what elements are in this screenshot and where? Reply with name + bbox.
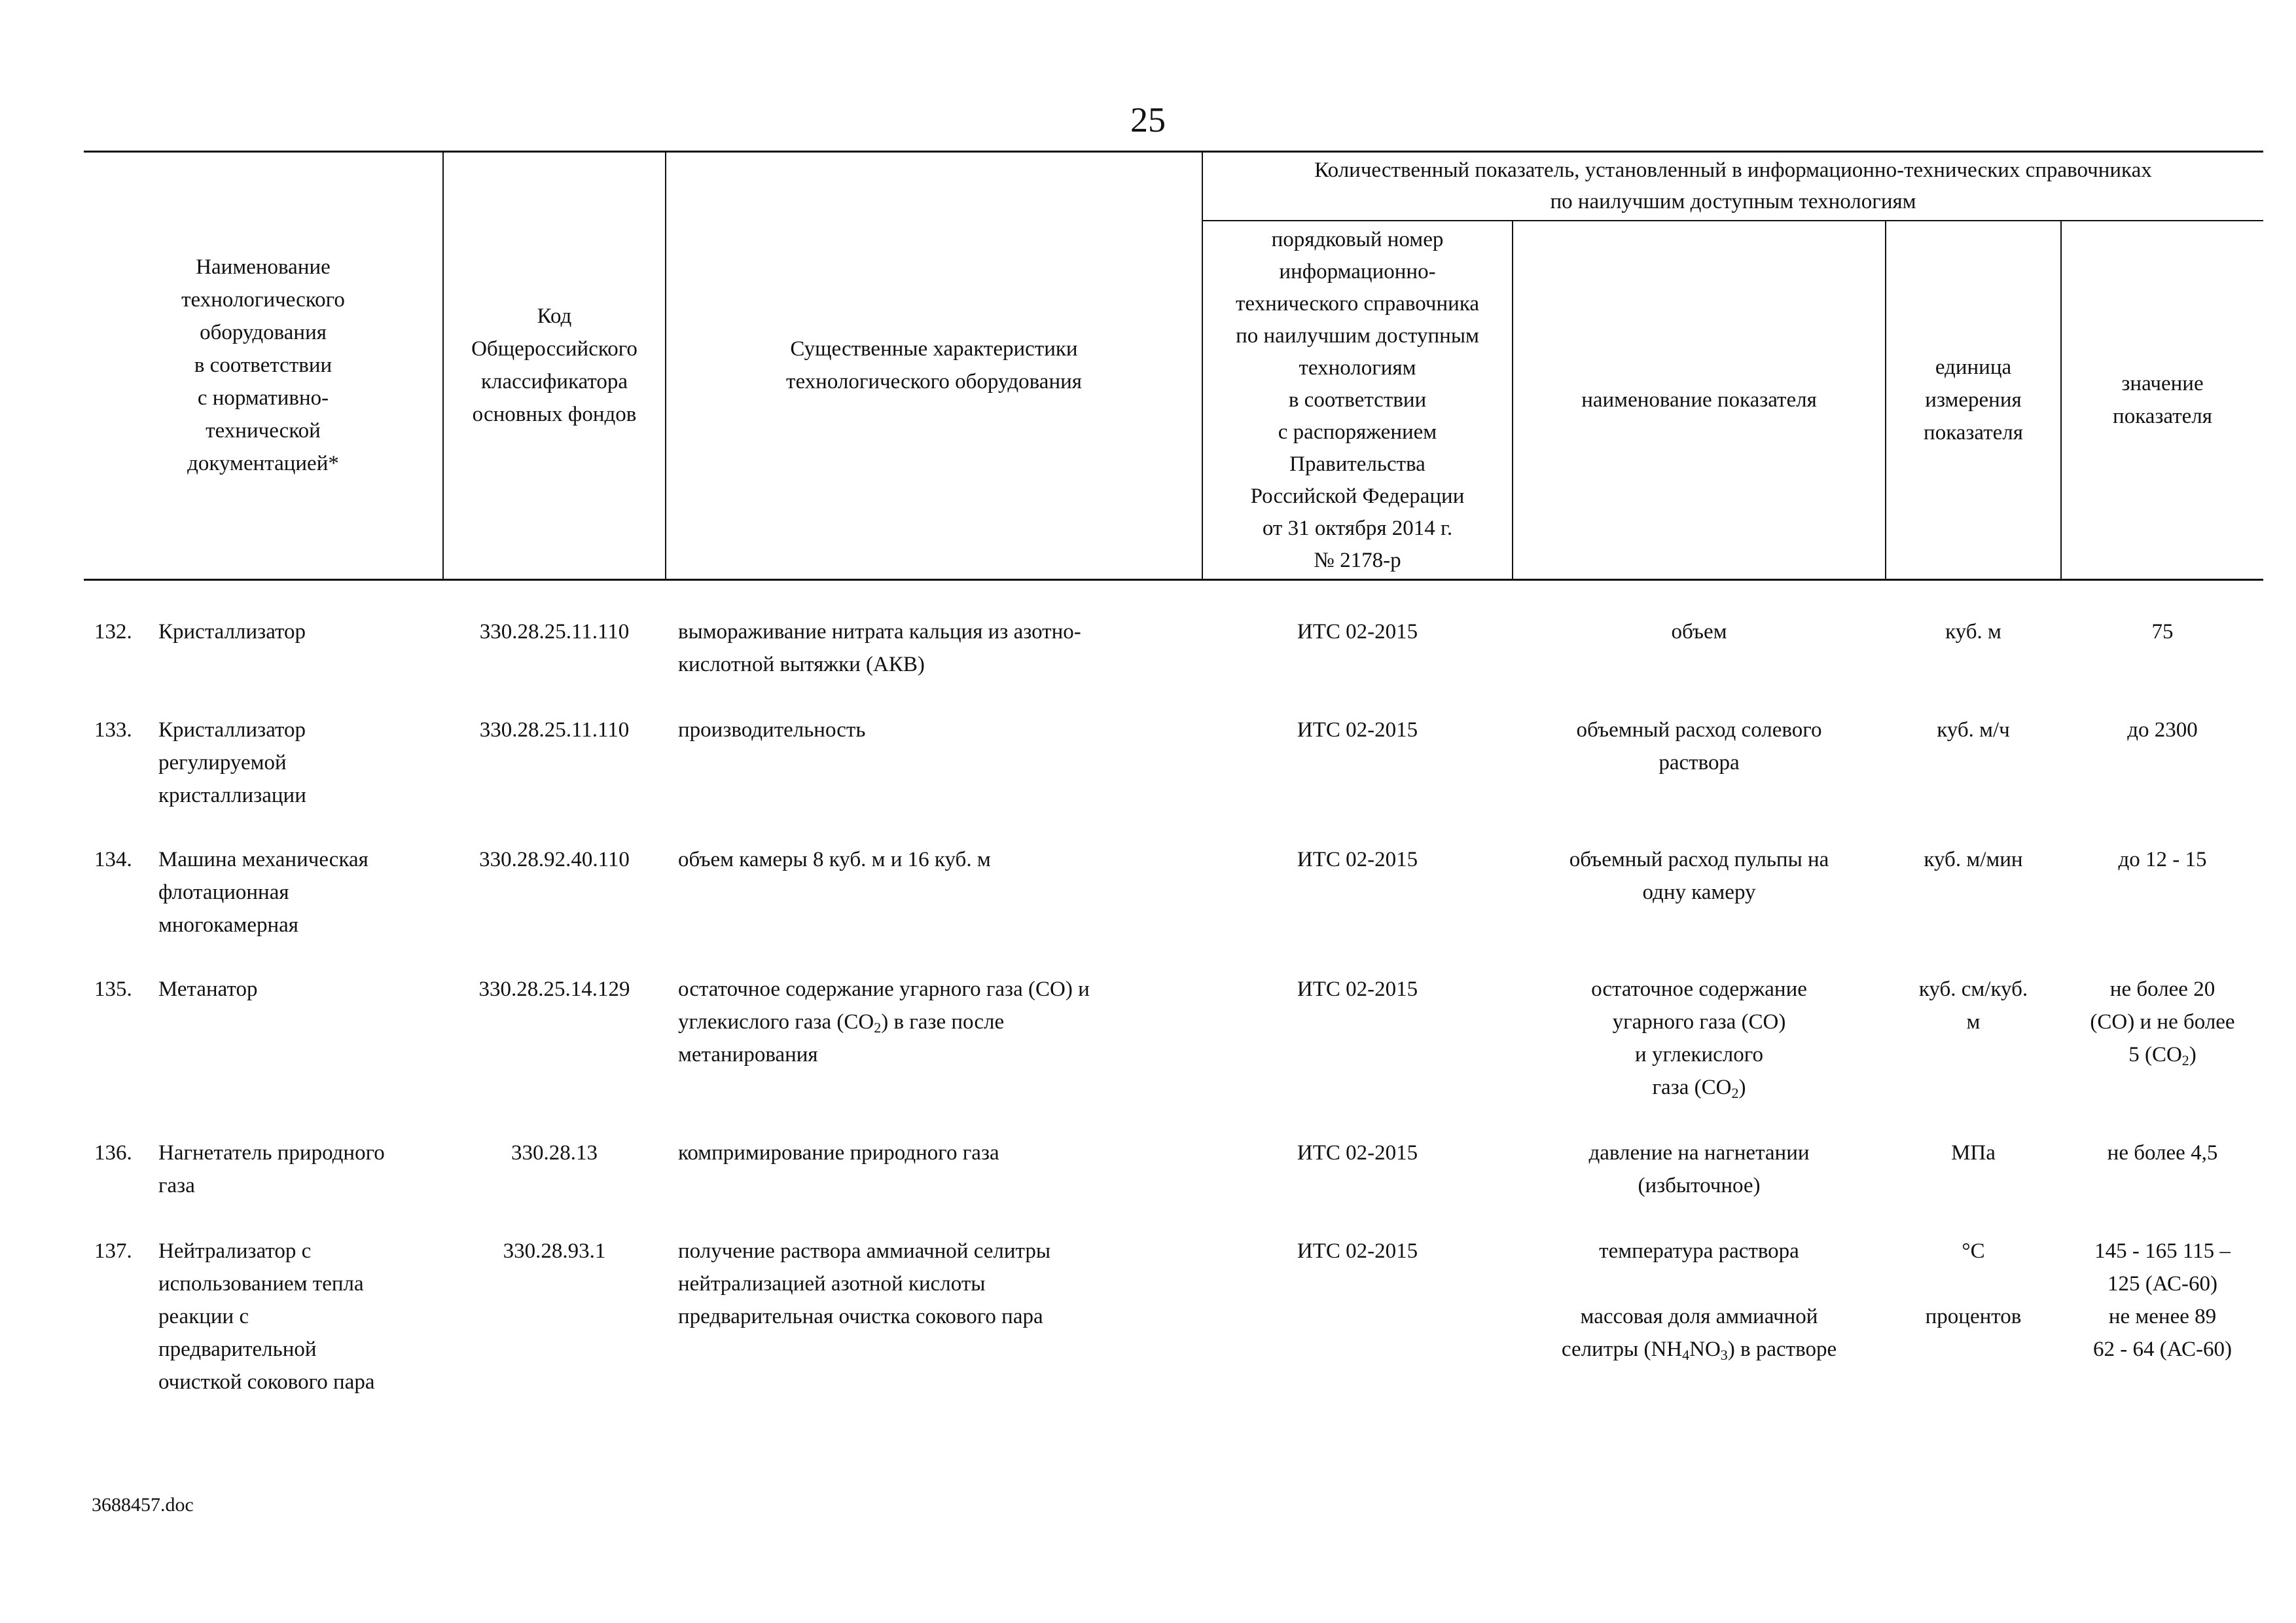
row-value: 75: [2151, 620, 2174, 644]
row-value: [2062, 973, 2263, 1071]
row-ref: ИТС 02-2015: [1297, 977, 1418, 1001]
row-value: не более 4,5: [2107, 1141, 2218, 1165]
row-code: 330.28.92.40.110: [479, 848, 630, 871]
row-name: Кристаллизатор регулируемой кристаллизации: [158, 718, 306, 807]
row-unit: МПа: [1951, 1141, 1996, 1165]
row-value-line: (CO) и не более: [2090, 1010, 2235, 1034]
header-unit-cell: [1886, 221, 2060, 579]
row-name: Нейтрализатор с использованием тепла реакции с предварительной очисткой сокового пара: [158, 1239, 375, 1394]
row-number: 137.: [94, 1239, 132, 1263]
row-unit: куб. м/ч: [1937, 718, 2010, 742]
row-code: 330.28.13: [511, 1141, 598, 1165]
header-value-cell: [2062, 221, 2263, 579]
row-ref: ИТС 02-2015: [1297, 1141, 1418, 1165]
row-ref: ИТС 02-2015: [1297, 718, 1418, 742]
row-unit: куб. см/куб. м: [1918, 977, 2028, 1034]
row-value-line: 5 $(CO_2)$: [2128, 1043, 2197, 1068]
header-indicator-cell: [1513, 221, 1885, 579]
row-characteristics-line: метанирования: [678, 1043, 818, 1067]
header-ref: порядковый номер информационно- технического справочника по наилучшим доступным технологиям в соответствии с распоряжением Правительства Российской Федерации от 31 октября 2014 г. № 2178-р: [1235, 227, 1480, 572]
row-number: 133.: [94, 718, 132, 742]
row-characteristics-line: углекислого газа $(CO_2)$ в газе после: [678, 1010, 1005, 1036]
row-indicator-line: и углекислого: [1635, 1043, 1763, 1067]
header-bottom-rule: [84, 579, 2263, 581]
row-number: 135.: [94, 977, 132, 1001]
row-code: 330.28.25.14.129: [478, 977, 630, 1001]
row-value: до 12 - 15: [2118, 848, 2207, 871]
row-characteristics: производительность: [678, 718, 866, 742]
row-name: Нагнетатель природного газа: [158, 1141, 385, 1197]
row-ref: ИТС 02-2015: [1297, 848, 1418, 871]
row-code: 330.28.93.1: [503, 1239, 606, 1263]
row-name: Метанатор: [158, 977, 258, 1001]
row-ref: ИТС 02-2015: [1297, 620, 1418, 644]
row-indicator-line: массовая доля аммиачной: [1580, 1305, 1818, 1328]
header-code: Код Общероссийского классификатора основных фондов: [471, 304, 637, 426]
row-characteristics: объем камеры 8 куб. м и 16 куб. м: [678, 848, 991, 871]
header-name-cell: [84, 152, 442, 579]
row-value: до 2300: [2127, 718, 2198, 742]
row-number: 132.: [94, 620, 132, 644]
row-indicator-line: газа $(CO_2)$: [1652, 1076, 1746, 1101]
header-ref-cell: [1203, 221, 1512, 579]
header-characteristics-cell: [666, 152, 1202, 579]
header-indicator: наименование показателя: [1581, 388, 1817, 412]
row-indicator: [1513, 973, 1885, 1104]
header-group: Количественный показатель, установленный в информационно-технических справочниках по наилучшим доступным технологиям: [1314, 158, 2152, 213]
header-group-cell: [1203, 152, 2263, 220]
row-characteristics: компримирование природного газа: [678, 1141, 999, 1165]
row-code: 330.28.25.11.110: [479, 620, 630, 644]
row-indicator-line: угарного газа (CO): [1612, 1010, 1786, 1034]
row-indicator-line: селитры $(NH_4NO_3)$ в растворе: [1561, 1338, 1837, 1363]
row-indicator: объемный расход пульпы на одну камеру: [1569, 848, 1829, 904]
row-name: Машина механическая флотационная многокамерная: [158, 848, 368, 937]
row-value-line: не более 20: [2109, 977, 2215, 1001]
row-unit: куб. м: [1945, 620, 2001, 644]
header-name: Наименование технологического оборудования в соответствии с нормативно- технической документацией*: [181, 255, 345, 475]
row-name: Кристаллизатор: [158, 620, 306, 644]
row-unit: °C: [1962, 1239, 1985, 1263]
page-number: 25: [1130, 100, 1166, 139]
row-code: 330.28.25.11.110: [479, 718, 630, 742]
row-ref: ИТС 02-2015: [1297, 1239, 1418, 1263]
row-indicator: объем: [1671, 620, 1727, 644]
row-indicator: температура раствора: [1599, 1239, 1799, 1263]
row-value: 145 - 165 115 – 125 (АС-60) не менее 89 62 - 64 (АС-60): [2093, 1239, 2232, 1361]
row-characteristics: [678, 973, 1202, 1071]
header-code-cell: [444, 152, 665, 579]
header-value: значение показателя: [2113, 372, 2212, 428]
row-characteristics: получение раствора аммиачной селитры нейтрализацией азотной кислоты предварительная очистка сокового пара: [678, 1239, 1051, 1328]
row-number: 136.: [94, 1141, 132, 1165]
row-indicator: объемный расход солевого раствора: [1576, 718, 1822, 775]
header-unit: единица измерения показателя: [1924, 356, 2023, 445]
row-unit: процентов: [1925, 1305, 2022, 1328]
row-indicator: [1513, 1300, 1885, 1366]
document-filename: 3688457.doc: [92, 1494, 194, 1516]
header-characteristics: Существенные характеристики технологического оборудования: [786, 337, 1082, 393]
row-unit: куб. м/мин: [1924, 848, 2023, 871]
row-characteristics-line: остаточное содержание угарного газа (CO) и: [678, 977, 1090, 1001]
row-number: 134.: [94, 848, 132, 871]
row-indicator-line: остаточное содержание: [1591, 977, 1807, 1001]
row-indicator: давление на нагнетании (избыточное): [1588, 1141, 1810, 1197]
row-characteristics: вымораживание нитрата кальция из азотно- кислотной вытяжки (АКВ): [678, 620, 1081, 676]
